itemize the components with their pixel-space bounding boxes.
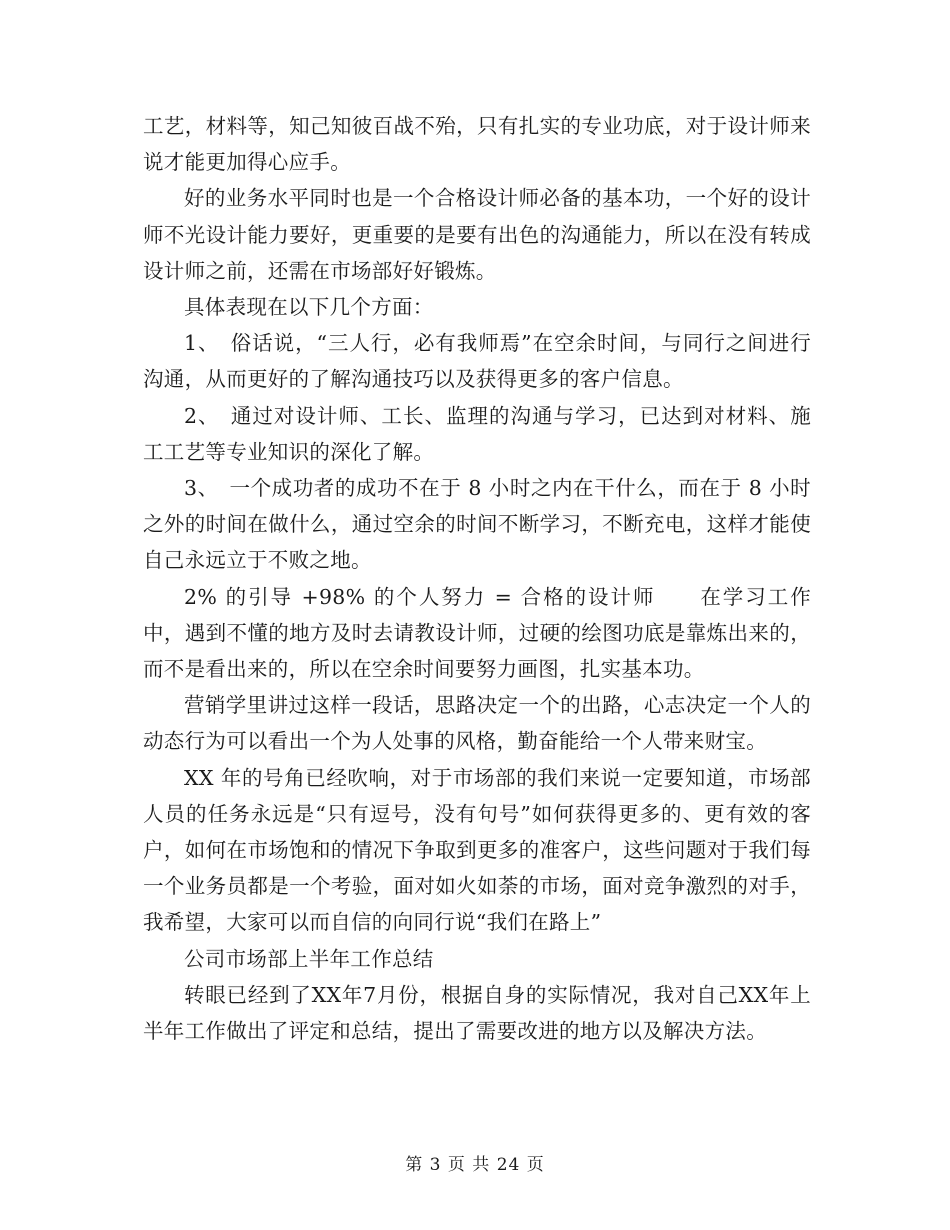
paragraph-new-year: XX 年的号角已经吹响，对于市场部的我们来说一定要知道，市场部人员的任务永远是“只有逗号，没有句号”如何获得更多的、更有效的客户，如何在市场饱和的情况下争取到更多的准客户，这些问题对于我们每一个业务员都是一个考验，面对如火如荼的市场，面对竞争激烈的对手，我希望，大家可以而自信的向同行说“我们在路上”: [143, 765, 811, 935]
paragraph-marketing-quote: 营销学里讲过这样一段话，思路决定一个的出路，心志决定一个人的动态行为可以看出一个为人处事的风格，勤奋能给一个人带来财宝。: [143, 693, 811, 754]
list-item-2: 2、 通过对设计师、工长、监理的沟通与学习，已达到对材料、施工工艺等专业知识的深化了解。: [143, 403, 811, 464]
list-item-1: 1、 俗话说，“三人行，必有我师焉”在空余时间，与同行之间进行沟通，从而更好的了解沟通技巧以及获得更多的客户信息。: [143, 331, 811, 392]
paragraph-aspects-intro: 具体表现在以下几个方面：: [184, 295, 434, 320]
document-body: [143, 108, 811, 1049]
section-heading: 公司市场部上半年工作总结: [184, 946, 434, 971]
paragraph-business-skill: 好的业务水平同时也是一个合格设计师必备的基本功，一个好的设计师不光设计能力要好，更重要的是要有出色的沟通能力，所以在没有转成设计师之前，还需在市场部好好锻炼。: [143, 186, 811, 283]
list-item-3: 3、 一个成功者的成功不在于 8 小时之内在干什么，而在于 8 小时之外的时间在做什么，通过空余的时间不断学习，不断充电，这样才能使自己永远立于不败之地。: [143, 476, 811, 573]
paragraph-continuation: 工艺，材料等，知己知彼百战不殆，只有扎实的专业功底，对于设计师来说才能更加得心应手。: [143, 114, 811, 175]
paragraph-guidance-effort: 2% 的引导 +98% 的个人努力 = 合格的设计师 在学习工作中，遇到不懂的地方及时去请教设计师，过硬的绘图功底是靠炼出来的，而不是看出来的，所以在空余时间要努力画图，扎实基本功。: [143, 584, 811, 682]
page-footer: 第 3 页 共 24 页: [405, 1155, 545, 1175]
paragraph-summary-intro: 转眼已经到了XX年7月份，根据自身的实际情况，我对自己XX年上半年工作做出了评定和总结，提出了需要改进的地方以及解决方法。: [143, 982, 811, 1044]
